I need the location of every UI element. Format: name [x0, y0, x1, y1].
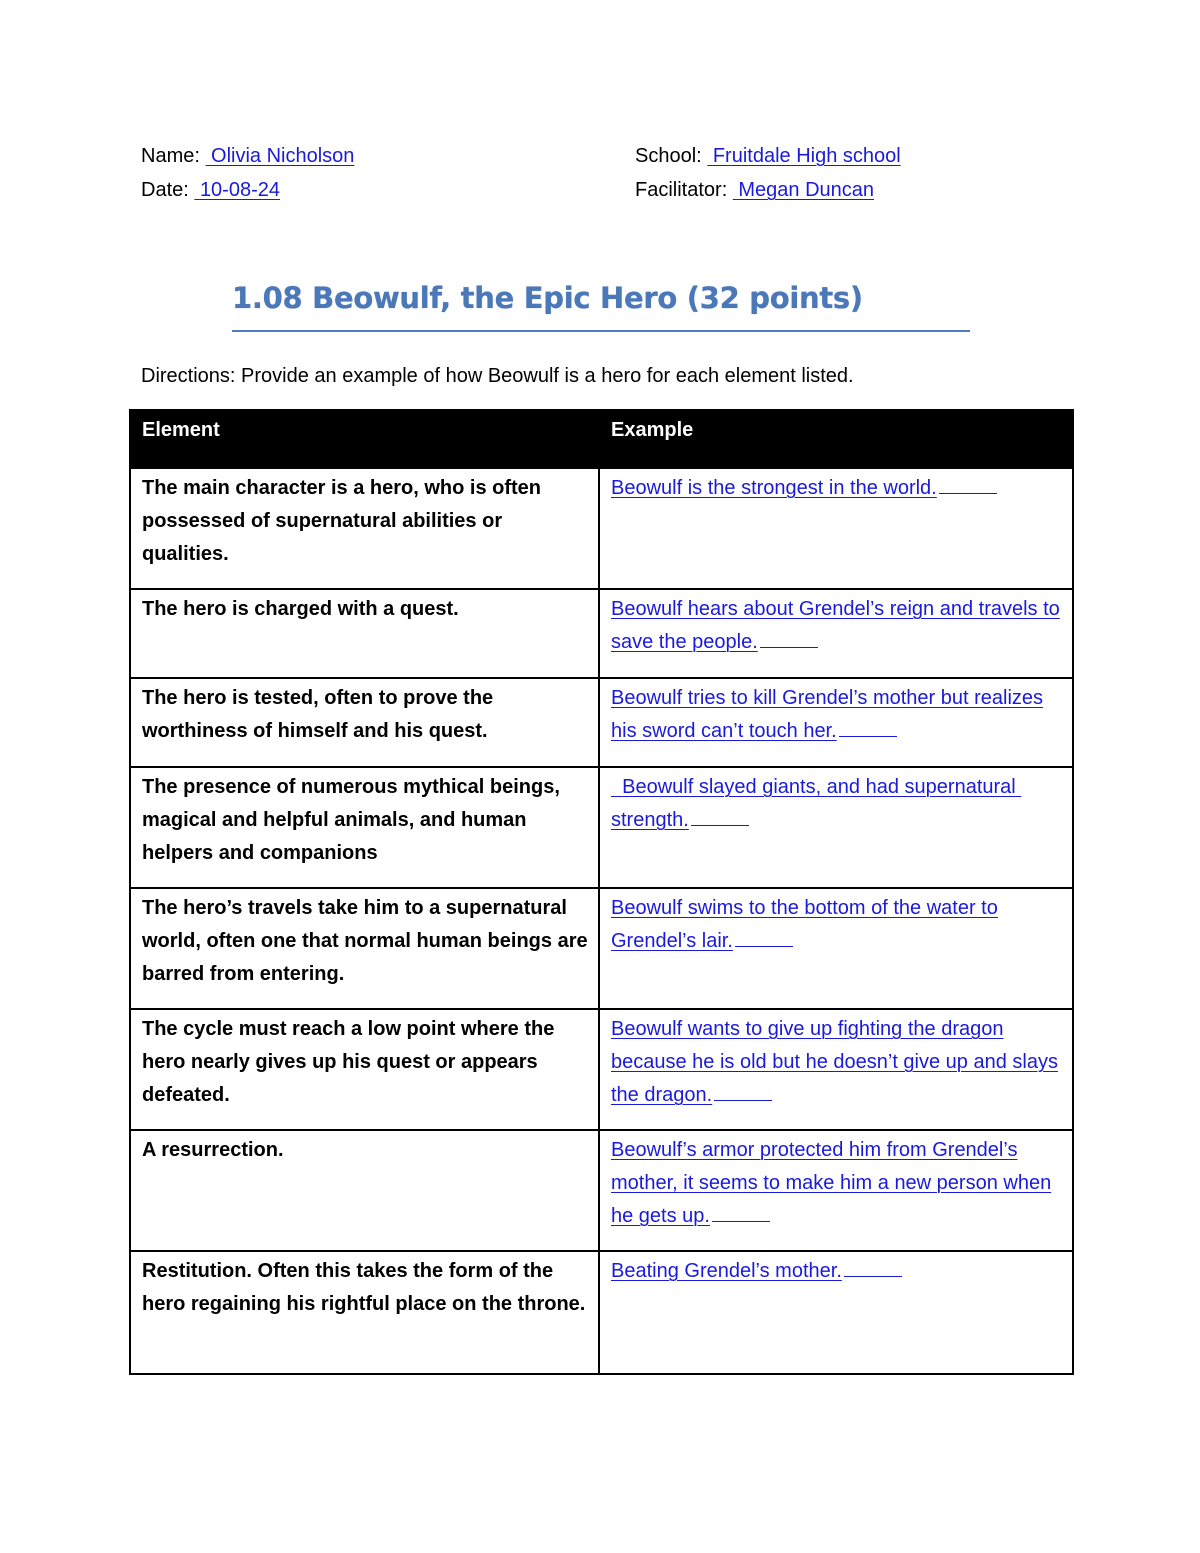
example-text[interactable]: Beowulf wants to give up fighting the dragon because he is old but he doesn’t give up and slays the dragon. [611, 1018, 1058, 1106]
name-field [141, 142, 419, 170]
answer-underline [839, 735, 897, 737]
example-cell[interactable] [599, 589, 1073, 678]
example-cell[interactable] [599, 1130, 1073, 1251]
title-block [232, 276, 970, 332]
answer-underline [712, 1220, 770, 1222]
table-row [130, 888, 1073, 1009]
example-text[interactable]: Beowulf hears about Grendel’s reign and travels to save the people. [611, 598, 1060, 653]
column-header-example: Example [599, 410, 1073, 468]
table-row [130, 678, 1073, 767]
directions-text: Directions: Provide an example of how Beowulf is a hero for each element listed. [141, 365, 854, 387]
school-label: School: [635, 145, 702, 167]
answer-underline [691, 824, 749, 826]
example-text[interactable]: Beating Grendel’s mother. [611, 1260, 842, 1282]
answer-underline [939, 492, 997, 494]
facilitator-value[interactable]: Megan Duncan [738, 179, 875, 201]
date-field [141, 176, 340, 204]
element-cell: The cycle must reach a low point where the hero nearly gives up his quest or appears defeated. [130, 1009, 599, 1130]
table-header-row [130, 410, 1073, 468]
example-text[interactable]: Beowulf tries to kill Grendel’s mother but realizes his sword can’t touch her. [611, 687, 1044, 742]
example-text[interactable]: Beowulf swims to the bottom of the water to Grendel’s lair. [611, 897, 998, 952]
example-cell[interactable] [599, 888, 1073, 1009]
table-row [130, 589, 1073, 678]
facilitator-label: Facilitator: [635, 179, 728, 201]
element-cell: The hero’s travels take him to a supernatural world, often one that normal human beings are barred from entering. [130, 888, 599, 1009]
page-title: 1.08 Beowulf, the Epic Hero (32 points) [232, 281, 863, 315]
table-row [130, 468, 1073, 589]
table-row [130, 1251, 1073, 1374]
answer-underline [760, 646, 818, 648]
example-text[interactable]: Beowulf’s armor protected him from Grendel’s mother, it seems to make him a new person when he gets up. [611, 1139, 1052, 1227]
element-cell: The hero is tested, often to prove the worthiness of himself and his quest. [130, 678, 599, 767]
hero-elements-table [129, 409, 1074, 1375]
table-row [130, 767, 1073, 888]
example-cell[interactable] [599, 767, 1073, 888]
example-cell[interactable] [599, 678, 1073, 767]
element-cell: The hero is charged with a quest. [130, 589, 599, 678]
date-value[interactable]: 10-08-24 [199, 179, 280, 201]
answer-underline [844, 1275, 902, 1277]
element-cell: Restitution. Often this takes the form of the hero regaining his rightful place on the throne. [130, 1251, 599, 1374]
element-cell: A resurrection. [130, 1130, 599, 1251]
school-value[interactable]: Fruitdale High school [712, 145, 901, 167]
answer-underline [735, 945, 793, 947]
example-text[interactable]: Beowulf slayed giants, and had supernatural strength. [611, 776, 1022, 831]
example-cell[interactable] [599, 1251, 1073, 1374]
example-cell[interactable] [599, 1009, 1073, 1130]
name-value[interactable]: Olivia Nicholson [211, 145, 355, 167]
column-header-element: Element [130, 410, 599, 468]
school-field [635, 142, 971, 170]
answer-underline [714, 1099, 772, 1101]
example-cell[interactable] [599, 468, 1073, 589]
name-label: Name: [141, 145, 200, 167]
element-cell: The main character is a hero, who is often possessed of supernatural abilities or qualities. [130, 468, 599, 589]
example-text[interactable]: Beowulf is the strongest in the world. [611, 477, 937, 499]
table-row [130, 1009, 1073, 1130]
element-cell: The presence of numerous mythical beings, magical and helpful animals, and human helpers and companions [130, 767, 599, 888]
table-row [130, 1130, 1073, 1251]
date-label: Date: [141, 179, 189, 201]
facilitator-field [635, 176, 939, 204]
